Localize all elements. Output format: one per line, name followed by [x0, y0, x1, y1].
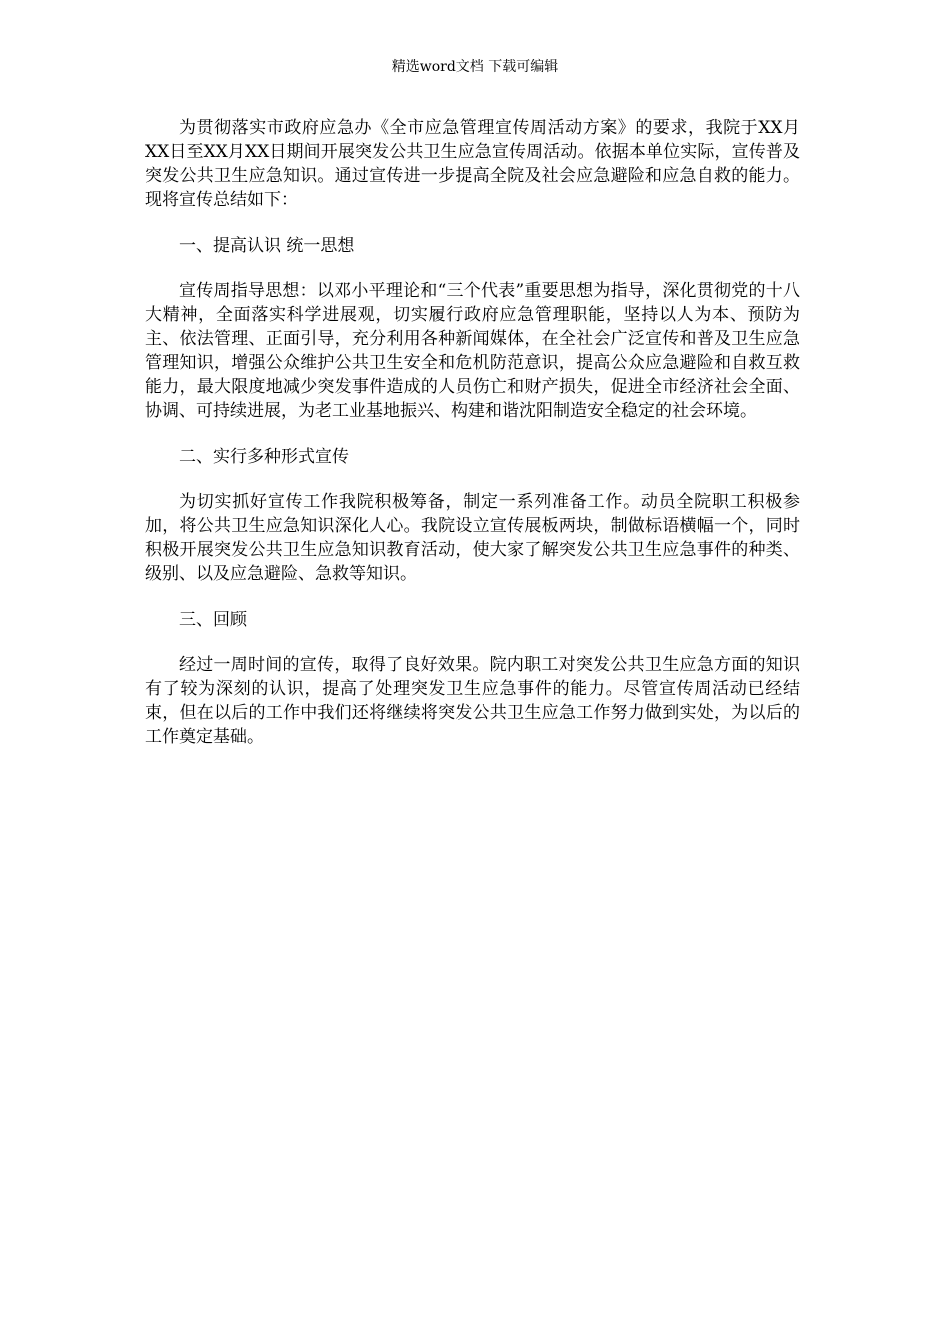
- section-2-paragraph: 为切实抓好宣传工作我院积极筹备，制定一系列准备工作。动员全院职工积极参加，将公共卫生应急知识深化人心。我院设立宣传展板两块，制做标语横幅一个，同时积极开展突发公共卫生应急知识教育活动，使大家了解突发公共卫生应急事件的种类、级别、以及应急避险、急救等知识。: [145, 492, 800, 584]
- section-3-paragraph: 经过一周时间的宣传，取得了良好效果。院内职工对突发公共卫生应急方面的知识有了较为深刻的认识，提高了处理突发卫生应急事件的能力。尽管宣传周活动已经结束，但在以后的工作中我们还将继续将突发公共卫生应急工作努力做到实处，为以后的工作奠定基础。: [145, 655, 800, 747]
- page-header: 精选word文档 下载可编辑: [391, 59, 559, 75]
- section-1-paragraph: 宣传周指导思想：以邓小平理论和“三个代表”重要思想为指导，深化贯彻党的十八大精神，全面落实科学进展观，切实履行政府应急管理职能，坚持以人为本、预防为主、依法管理、正面引导，充分利用各种新闻媒体，在全社会广泛宣传和普及卫生应急管理知识，增强公众维护公共卫生安全和危机防范意识，提高公众应急避险和自救互救能力，最大限度地减少突发事件造成的人员伤亡和财产损失，促进全市经济社会全面、协调、可持续进展，为老工业基地振兴、构建和谐沈阳制造安全稳定的社会环境。: [145, 281, 800, 421]
- intro-paragraph: 为贯彻落实市政府应急办《全市应急管理宣传周活动方案》的要求，我院于XX月XX日至XX月XX日期间开展突发公共卫生应急宣传周活动。依据本单位实际，宣传普及突发公共卫生应急知识。通过宣传进一步提高全院及社会应急避险和应急自救的能力。现将宣传总结如下：: [145, 118, 800, 210]
- section-3-heading: 三、回顾: [179, 610, 247, 630]
- section-2-heading: 二、实行多种形式宣传: [179, 447, 349, 467]
- section-1-heading: 一、提高认识 统一思想: [179, 236, 355, 256]
- document-body: [145, 116, 800, 771]
